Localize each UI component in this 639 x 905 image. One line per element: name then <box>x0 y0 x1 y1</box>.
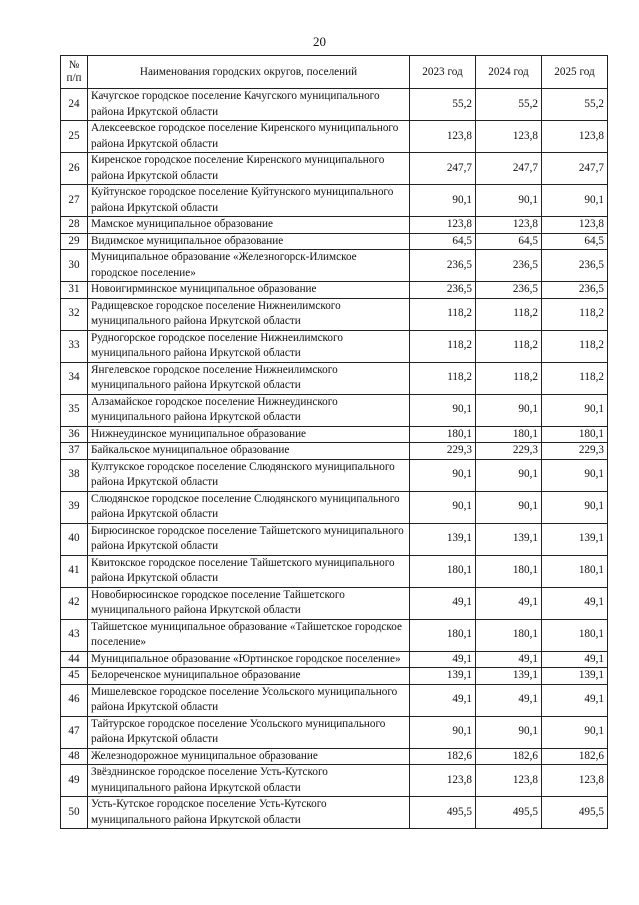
row-value-2024: 55,2 <box>476 89 542 121</box>
row-value-2024: 90,1 <box>476 185 542 217</box>
row-value-2025: 118,2 <box>542 330 608 362</box>
row-value-2023: 118,2 <box>410 362 476 394</box>
table-row <box>61 362 608 394</box>
row-name: Железнодорожное муниципальное образование <box>88 748 410 765</box>
row-value-2023: 236,5 <box>410 282 476 299</box>
row-value-2025: 123,8 <box>542 217 608 234</box>
row-value-2024: 123,8 <box>476 121 542 153</box>
row-value-2024: 123,8 <box>476 765 542 797</box>
row-value-2024: 90,1 <box>476 394 542 426</box>
row-number: 34 <box>61 362 88 394</box>
row-value-2024: 247,7 <box>476 153 542 185</box>
row-number: 45 <box>61 668 88 685</box>
row-value-2023: 229,3 <box>410 443 476 460</box>
table-row <box>61 233 608 250</box>
row-number: 30 <box>61 250 88 282</box>
table-row <box>61 426 608 443</box>
row-value-2024: 180,1 <box>476 426 542 443</box>
row-value-2025: 49,1 <box>542 651 608 668</box>
header-name: Наименования городских округов, поселений <box>88 56 410 89</box>
row-value-2025: 90,1 <box>542 716 608 748</box>
row-value-2025: 229,3 <box>542 443 608 460</box>
row-name: Янгелевское городское поселение Нижнеилимского муниципального района Иркутской области <box>88 362 410 394</box>
row-value-2025: 495,5 <box>542 797 608 829</box>
row-number: 42 <box>61 587 88 619</box>
row-number: 35 <box>61 394 88 426</box>
row-value-2023: 118,2 <box>410 330 476 362</box>
row-value-2024: 180,1 <box>476 619 542 651</box>
row-value-2023: 90,1 <box>410 716 476 748</box>
row-value-2025: 118,2 <box>542 298 608 330</box>
row-number: 38 <box>61 459 88 491</box>
row-value-2024: 229,3 <box>476 443 542 460</box>
row-value-2023: 49,1 <box>410 587 476 619</box>
row-value-2023: 90,1 <box>410 394 476 426</box>
row-value-2024: 495,5 <box>476 797 542 829</box>
row-value-2025: 55,2 <box>542 89 608 121</box>
row-value-2025: 247,7 <box>542 153 608 185</box>
row-value-2023: 180,1 <box>410 619 476 651</box>
table-row <box>61 748 608 765</box>
row-value-2023: 247,7 <box>410 153 476 185</box>
row-number: 28 <box>61 217 88 234</box>
table-row <box>61 651 608 668</box>
row-value-2025: 180,1 <box>542 619 608 651</box>
table-row <box>61 716 608 748</box>
row-name: Слюдянское городское поселение Слюдянского муниципального района Иркутской области <box>88 491 410 523</box>
row-value-2023: 49,1 <box>410 651 476 668</box>
row-value-2023: 90,1 <box>410 459 476 491</box>
row-value-2025: 180,1 <box>542 555 608 587</box>
row-name: Алзамайское городское поселение Нижнеудинского муниципального района Иркутской области <box>88 394 410 426</box>
row-name: Радищевское городское поселение Нижнеилимского муниципального района Иркутской области <box>88 298 410 330</box>
row-value-2025: 90,1 <box>542 185 608 217</box>
row-value-2023: 49,1 <box>410 684 476 716</box>
row-value-2025: 123,8 <box>542 121 608 153</box>
row-value-2024: 123,8 <box>476 217 542 234</box>
table-row <box>61 121 608 153</box>
row-value-2023: 90,1 <box>410 491 476 523</box>
row-name: Рудногорское городское поселение Нижнеилимского муниципального района Иркутской области <box>88 330 410 362</box>
table-row <box>61 797 608 829</box>
row-number: 33 <box>61 330 88 362</box>
row-value-2023: 55,2 <box>410 89 476 121</box>
row-name: Мамское муниципальное образование <box>88 217 410 234</box>
row-value-2024: 236,5 <box>476 250 542 282</box>
row-name: Куйтунское городское поселение Куйтунского муниципального района Иркутской области <box>88 185 410 217</box>
row-value-2025: 180,1 <box>542 426 608 443</box>
table-row <box>61 587 608 619</box>
row-value-2025: 182,6 <box>542 748 608 765</box>
row-number: 41 <box>61 555 88 587</box>
table-row <box>61 330 608 362</box>
table-row <box>61 491 608 523</box>
row-name: Тайшетское муниципальное образование «Тайшетское городское поселение» <box>88 619 410 651</box>
table-row <box>61 765 608 797</box>
table-row <box>61 523 608 555</box>
row-name: Муниципальное образование «Юртинское городское поселение» <box>88 651 410 668</box>
row-value-2024: 49,1 <box>476 651 542 668</box>
table-row <box>61 250 608 282</box>
row-value-2023: 182,6 <box>410 748 476 765</box>
row-name: Усть-Кутское городское поселение Усть-Кутского муниципального района Иркутской области <box>88 797 410 829</box>
row-number: 49 <box>61 765 88 797</box>
row-value-2025: 118,2 <box>542 362 608 394</box>
row-value-2024: 118,2 <box>476 330 542 362</box>
table-row <box>61 282 608 299</box>
row-number: 24 <box>61 89 88 121</box>
table-row <box>61 153 608 185</box>
row-number: 47 <box>61 716 88 748</box>
table-row <box>61 668 608 685</box>
row-name: Звёзднинское городское поселение Усть-Кутского муниципального района Иркутской области <box>88 765 410 797</box>
row-number: 40 <box>61 523 88 555</box>
table-header-row <box>61 56 608 89</box>
row-value-2024: 236,5 <box>476 282 542 299</box>
row-value-2024: 90,1 <box>476 716 542 748</box>
table-row <box>61 555 608 587</box>
table-body <box>61 89 608 829</box>
row-name: Байкальское муниципальное образование <box>88 443 410 460</box>
row-value-2024: 64,5 <box>476 233 542 250</box>
row-value-2024: 90,1 <box>476 459 542 491</box>
row-value-2024: 49,1 <box>476 587 542 619</box>
header-2024: 2024 год <box>476 56 542 89</box>
row-name: Видимское муниципальное образование <box>88 233 410 250</box>
table-row <box>61 185 608 217</box>
row-value-2024: 49,1 <box>476 684 542 716</box>
table-row <box>61 217 608 234</box>
row-value-2023: 180,1 <box>410 426 476 443</box>
row-number: 25 <box>61 121 88 153</box>
header-2023: 2023 год <box>410 56 476 89</box>
row-name: Култукское городское поселение Слюдянского муниципального района Иркутской области <box>88 459 410 491</box>
row-name: Новобирюсинское городское поселение Тайшетского муниципального района Иркутской области <box>88 587 410 619</box>
row-value-2023: 123,8 <box>410 121 476 153</box>
row-value-2024: 118,2 <box>476 362 542 394</box>
row-value-2024: 118,2 <box>476 298 542 330</box>
row-value-2023: 139,1 <box>410 668 476 685</box>
row-value-2023: 139,1 <box>410 523 476 555</box>
row-number: 26 <box>61 153 88 185</box>
row-number: 31 <box>61 282 88 299</box>
row-name: Тайтурское городское поселение Усольского муниципального района Иркутской области <box>88 716 410 748</box>
row-name: Белореченское муниципальное образование <box>88 668 410 685</box>
row-name: Киренское городское поселение Киренского муниципального района Иркутской области <box>88 153 410 185</box>
row-value-2024: 90,1 <box>476 491 542 523</box>
row-number: 44 <box>61 651 88 668</box>
row-value-2025: 49,1 <box>542 587 608 619</box>
header-num: № п/п <box>61 56 88 89</box>
row-value-2023: 123,8 <box>410 765 476 797</box>
header-2025: 2025 год <box>542 56 608 89</box>
row-number: 27 <box>61 185 88 217</box>
table-row <box>61 459 608 491</box>
row-value-2025: 90,1 <box>542 491 608 523</box>
row-name: Алексеевское городское поселение Киренского муниципального района Иркутской области <box>88 121 410 153</box>
table-row <box>61 684 608 716</box>
row-number: 43 <box>61 619 88 651</box>
row-name: Качугское городское поселение Качугского муниципального района Иркутской области <box>88 89 410 121</box>
row-name: Квитокское городское поселение Тайшетского муниципального района Иркутской области <box>88 555 410 587</box>
row-value-2023: 495,5 <box>410 797 476 829</box>
row-name: Муниципальное образование «Железногорск-Илимское городское поселение» <box>88 250 410 282</box>
row-name: Бирюсинское городское поселение Тайшетского муниципального района Иркутской области <box>88 523 410 555</box>
row-name: Нижнеудинское муниципальное образование <box>88 426 410 443</box>
row-value-2023: 118,2 <box>410 298 476 330</box>
data-table <box>60 55 608 829</box>
row-value-2025: 236,5 <box>542 282 608 299</box>
page-number: 20 <box>313 34 326 49</box>
row-value-2025: 236,5 <box>542 250 608 282</box>
row-number: 46 <box>61 684 88 716</box>
row-value-2023: 236,5 <box>410 250 476 282</box>
row-number: 37 <box>61 443 88 460</box>
row-value-2023: 180,1 <box>410 555 476 587</box>
row-value-2025: 64,5 <box>542 233 608 250</box>
table-row <box>61 443 608 460</box>
table-row <box>61 298 608 330</box>
row-value-2024: 182,6 <box>476 748 542 765</box>
row-value-2024: 139,1 <box>476 668 542 685</box>
row-number: 29 <box>61 233 88 250</box>
row-value-2023: 123,8 <box>410 217 476 234</box>
row-value-2025: 90,1 <box>542 459 608 491</box>
row-value-2025: 90,1 <box>542 394 608 426</box>
row-value-2024: 180,1 <box>476 555 542 587</box>
row-number: 32 <box>61 298 88 330</box>
row-name: Мишелевское городское поселение Усольского муниципального района Иркутской области <box>88 684 410 716</box>
row-name: Новоигирминское муниципальное образование <box>88 282 410 299</box>
row-value-2023: 64,5 <box>410 233 476 250</box>
row-value-2024: 139,1 <box>476 523 542 555</box>
row-number: 48 <box>61 748 88 765</box>
table-row <box>61 394 608 426</box>
table-row <box>61 619 608 651</box>
row-value-2023: 90,1 <box>410 185 476 217</box>
row-number: 39 <box>61 491 88 523</box>
table-row <box>61 89 608 121</box>
row-value-2025: 139,1 <box>542 523 608 555</box>
row-value-2025: 139,1 <box>542 668 608 685</box>
row-value-2025: 123,8 <box>542 765 608 797</box>
row-number: 50 <box>61 797 88 829</box>
row-value-2025: 49,1 <box>542 684 608 716</box>
row-number: 36 <box>61 426 88 443</box>
